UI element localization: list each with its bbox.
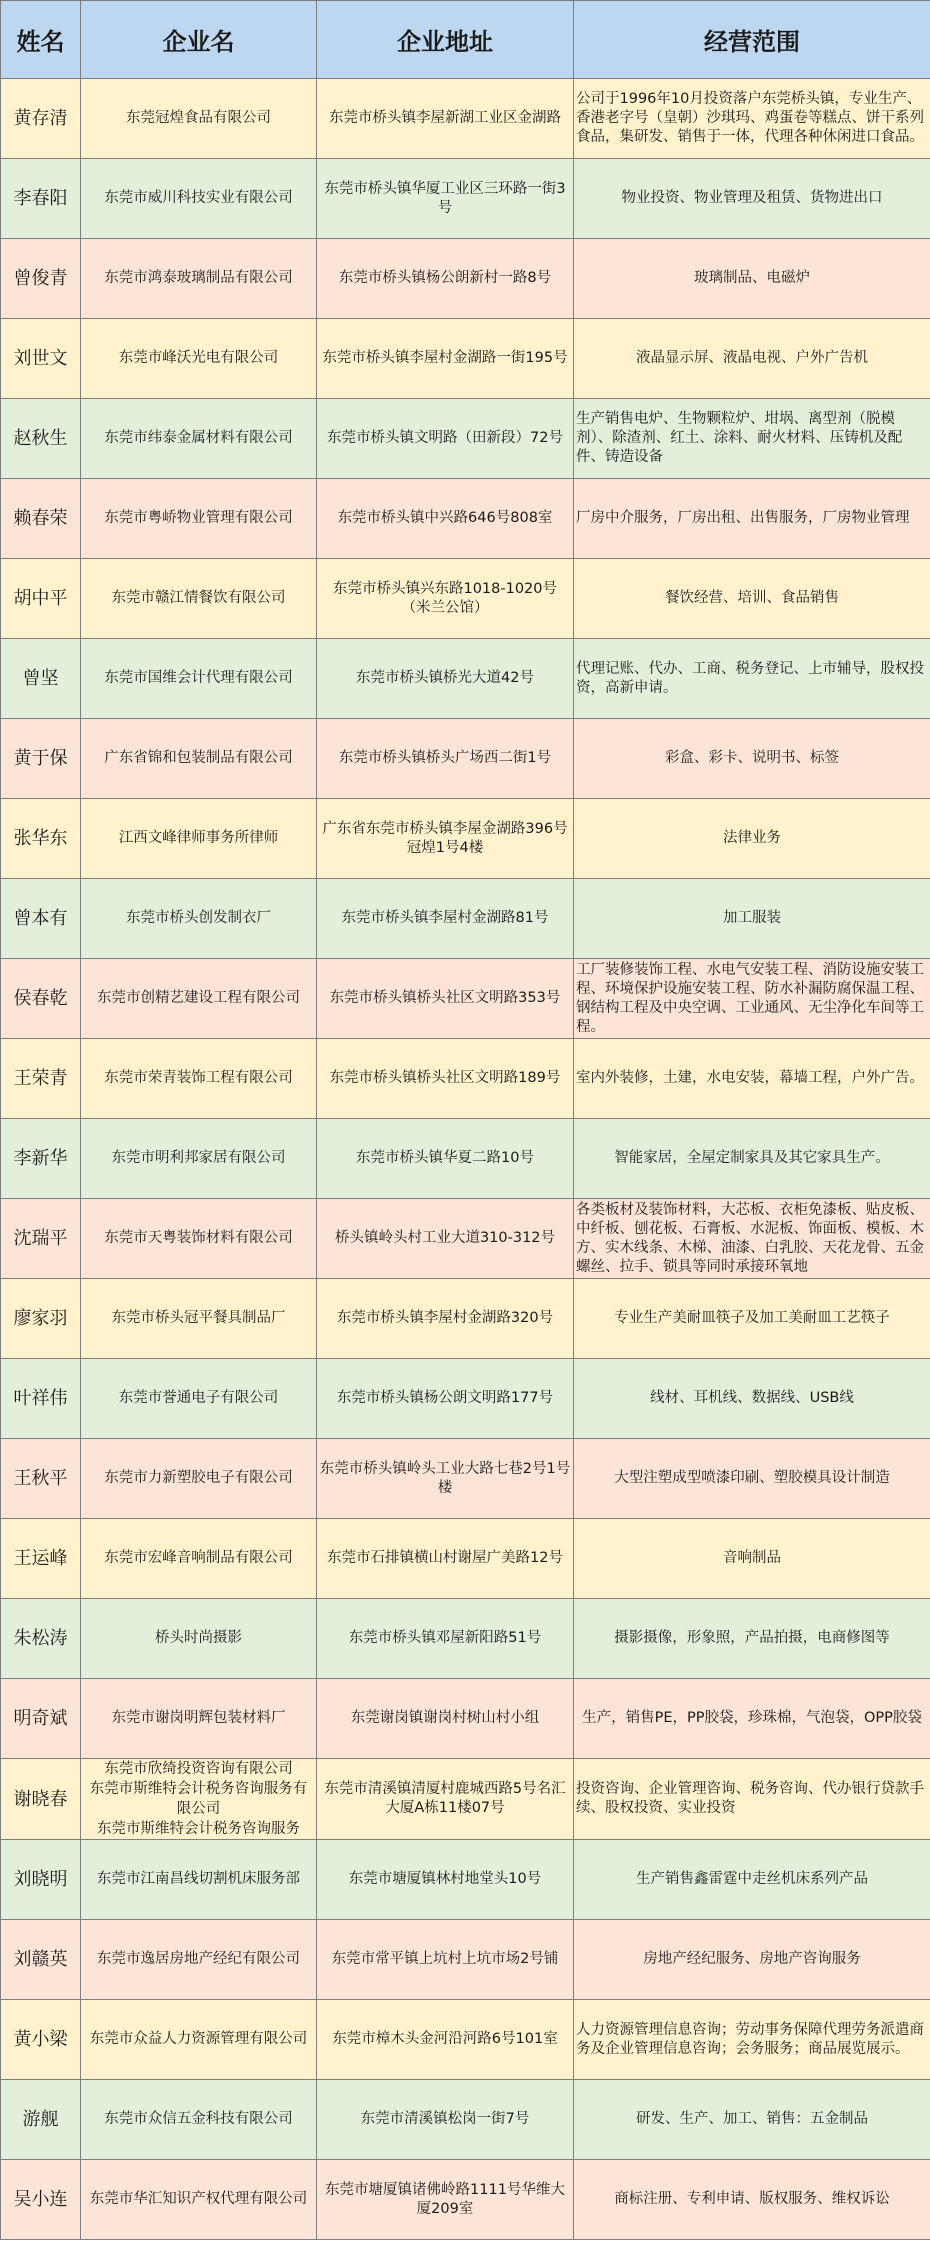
company-address-cell: 东莞市桥头镇桥头广场西二街1号 [317, 719, 574, 799]
company-address-cell: 东莞市桥头镇桥头社区文明路353号 [317, 959, 574, 1039]
person-name-cell: 曾俊青 [1, 239, 81, 319]
person-name-cell: 曾坚 [1, 639, 81, 719]
company-name-cell: 东莞市荣青装饰工程有限公司 [81, 1039, 317, 1119]
table-row [1, 1199, 930, 1279]
company-address-cell: 东莞市清溪镇松岗一街7号 [317, 2080, 574, 2160]
person-name-cell: 赵秋生 [1, 399, 81, 479]
company-address-cell: 东莞市桥头镇桥光大道42号 [317, 639, 574, 719]
person-name-cell: 胡中平 [1, 559, 81, 639]
company-name-cell: 东莞市赣江情餐饮有限公司 [81, 559, 317, 639]
company-name-cell: 东莞市桥头创发制衣厂 [81, 879, 317, 959]
company-address-cell: 东莞市桥头镇中兴路646号808室 [317, 479, 574, 559]
company-address-cell: 东莞市桥头镇李屋新湖工业区金湖路 [317, 79, 574, 159]
person-name-cell: 赖春荣 [1, 479, 81, 559]
table-row [1, 1359, 930, 1439]
company-name-cell: 东莞市谢岗明辉包装材料厂 [81, 1679, 317, 1759]
table-row [1, 2000, 930, 2080]
header-name: 姓名 [1, 1, 81, 79]
business-scope-cell: 物业投资、物业管理及租赁、货物进出口 [574, 159, 930, 239]
header-scope: 经营范围 [574, 1, 930, 79]
business-scope-cell: 法律业务 [574, 799, 930, 879]
company-address-cell: 东莞市桥头镇杨公朗新村一路8号 [317, 239, 574, 319]
business-scope-cell: 玻璃制品、电磁炉 [574, 239, 930, 319]
company-name-cell: 东莞市华汇知识产权代理有限公司 [81, 2160, 317, 2240]
company-address-cell: 东莞市塘厦镇诸佛岭路1111号华维大厦209室 [317, 2160, 574, 2240]
company-name-cell: 东莞市威川科技实业有限公司 [81, 159, 317, 239]
person-name-cell: 侯春乾 [1, 959, 81, 1039]
person-name-cell: 黄于保 [1, 719, 81, 799]
table-row [1, 1840, 930, 1920]
business-scope-cell: 大型注塑成型喷漆印刷、塑胶模具设计制造 [574, 1439, 930, 1519]
person-name-cell: 王运峰 [1, 1519, 81, 1599]
company-name-cell: 东莞市桥头冠平餐具制品厂 [81, 1279, 317, 1359]
company-address-cell: 东莞市桥头镇李屋村金湖路320号 [317, 1279, 574, 1359]
company-address-cell: 东莞市桥头镇邓屋新阳路51号 [317, 1599, 574, 1679]
table-row [1, 159, 930, 239]
table-row [1, 1119, 930, 1199]
person-name-cell: 刘赣英 [1, 1920, 81, 2000]
company-address-cell: 广东省东莞市桥头镇李屋金湖路396号冠煌1号4楼 [317, 799, 574, 879]
company-name-cell: 桥头时尚摄影 [81, 1599, 317, 1679]
table-row [1, 319, 930, 399]
company-name-cell: 东莞市逸居房地产经纪有限公司 [81, 1920, 317, 2000]
company-name-line: 东莞市欣绮投资咨询有限公司 [104, 1761, 293, 1777]
person-name-cell: 朱松涛 [1, 1599, 81, 1679]
person-name-cell: 刘晓明 [1, 1840, 81, 1920]
business-scope-cell: 厂房中介服务，厂房出租、出售服务，厂房物业管理 [574, 479, 930, 559]
person-name-cell: 叶祥伟 [1, 1359, 81, 1439]
company-name-cell: 东莞市力新塑胶电子有限公司 [81, 1439, 317, 1519]
table-row [1, 1679, 930, 1759]
company-name-line: 东莞市斯维特会计税务咨询服务有限公司 [89, 1781, 308, 1817]
company-name-line: 东莞市斯维特会计税务咨询服务 [97, 1821, 300, 1837]
person-name-cell: 李春阳 [1, 159, 81, 239]
business-scope-cell: 公司于1996年10月投资落户东莞桥头镇，专业生产、香港老字号（皇朝）沙琪玛、鸡蛋卷等糕点、饼干系列食品，集研发、销售于一体，代理各种休闲进口食品。 [574, 79, 930, 159]
company-address-cell: 东莞市桥头镇岭头工业大路七巷2号1号楼 [317, 1439, 574, 1519]
table-row [1, 1599, 930, 1679]
company-address-cell: 东莞市樟木头金河沿河路6号101室 [317, 2000, 574, 2080]
table-row [1, 1759, 930, 1840]
company-name-cell: 东莞市创精艺建设工程有限公司 [81, 959, 317, 1039]
company-name-cell: 东莞市众益人力资源管理有限公司 [81, 2000, 317, 2080]
table-row [1, 479, 930, 559]
person-name-cell: 廖家羽 [1, 1279, 81, 1359]
table-row [1, 639, 930, 719]
person-name-cell: 沈瑞平 [1, 1199, 81, 1279]
company-address-cell: 东莞市桥头镇杨公朗文明路177号 [317, 1359, 574, 1439]
business-scope-cell: 工厂装修装饰工程、水电气安装工程、消防设施安装工程、环境保护设施安装工程、防水补漏防腐保温工程、钢结构工程及中央空调、工业通风、无尘净化车间等工程。 [574, 959, 930, 1039]
company-name-cell: 东莞市誉通电子有限公司 [81, 1359, 317, 1439]
company-name-cell: 东莞市粤峤物业管理有限公司 [81, 479, 317, 559]
business-scope-cell: 音响制品 [574, 1519, 930, 1599]
header-row [1, 1, 930, 79]
business-scope-cell: 各类板材及装饰材料，大芯板、衣柜免漆板、贴皮板、中纤板、刨花板、石膏板、水泥板、饰面板、模板、木方、实木线条、木梯、油漆、白乳胶、天花龙骨、五金螺丝、拉手、锁具等同时承接环氧地 [574, 1199, 930, 1279]
company-name-cell: 东莞市纬泰金属材料有限公司 [81, 399, 317, 479]
table-row [1, 879, 930, 959]
person-name-cell: 张华东 [1, 799, 81, 879]
table-row [1, 959, 930, 1039]
person-name-cell: 刘世文 [1, 319, 81, 399]
person-name-cell: 王荣青 [1, 1039, 81, 1119]
company-address-cell: 桥头镇岭头村工业大道310-312号 [317, 1199, 574, 1279]
person-name-cell: 谢晓春 [1, 1759, 81, 1840]
company-address-cell: 东莞市桥头镇华夏二路10号 [317, 1119, 574, 1199]
company-name-cell: 东莞市江南昌线切割机床服务部 [81, 1840, 317, 1920]
person-name-cell: 明奇斌 [1, 1679, 81, 1759]
table-row [1, 79, 930, 159]
company-name-cell: 东莞市宏峰音响制品有限公司 [81, 1519, 317, 1599]
business-scope-cell: 餐饮经营、培训、食品销售 [574, 559, 930, 639]
table-row [1, 719, 930, 799]
table-row [1, 239, 930, 319]
business-scope-cell: 生产，销售PE，PP胶袋，珍珠棉，气泡袋，OPP胶袋 [574, 1679, 930, 1759]
table-body [1, 79, 930, 2240]
table-row [1, 799, 930, 879]
business-scope-cell: 投资咨询、企业管理咨询、税务咨询、代办银行贷款手续、股权投资、实业投资 [574, 1759, 930, 1840]
table-row [1, 1039, 930, 1119]
table-row [1, 1920, 930, 2000]
business-scope-cell: 智能家居，全屋定制家具及其它家具生产。 [574, 1119, 930, 1199]
person-name-cell: 吴小连 [1, 2160, 81, 2240]
business-scope-cell: 加工服装 [574, 879, 930, 959]
person-name-cell: 王秋平 [1, 1439, 81, 1519]
business-scope-cell: 商标注册、专利申请、版权服务、维权诉讼 [574, 2160, 930, 2240]
business-scope-cell: 生产销售鑫雷霆中走丝机床系列产品 [574, 1840, 930, 1920]
header-company: 企业名 [81, 1, 317, 79]
header-address: 企业地址 [317, 1, 574, 79]
company-name-cell: 广东省锦和包装制品有限公司 [81, 719, 317, 799]
business-scope-cell: 摄影摄像，形象照，产品拍摄，电商修图等 [574, 1599, 930, 1679]
business-scope-cell: 液晶显示屏、液晶电视、户外广告机 [574, 319, 930, 399]
company-address-cell: 东莞市桥头镇李屋村金湖路一街195号 [317, 319, 574, 399]
business-scope-cell: 代理记账、代办、工商、税务登记、上市辅导，股权投资，高新申请。 [574, 639, 930, 719]
person-name-cell: 李新华 [1, 1119, 81, 1199]
table-row [1, 399, 930, 479]
table-row [1, 1279, 930, 1359]
person-name-cell: 黄存清 [1, 79, 81, 159]
business-scope-cell: 研发、生产、加工、销售：五金制品 [574, 2080, 930, 2160]
table-row [1, 1439, 930, 1519]
business-scope-cell: 线材、耳机线、数据线、USB线 [574, 1359, 930, 1439]
table-row [1, 2080, 930, 2160]
company-address-cell: 东莞谢岗镇谢岗村树山村小组 [317, 1679, 574, 1759]
company-address-cell: 东莞市常平镇上坑村上坑市场2号铺 [317, 1920, 574, 2000]
company-name-cell: 江西文峰律师事务所律师 [81, 799, 317, 879]
company-name-cell: 东莞市国维会计代理有限公司 [81, 639, 317, 719]
company-address-cell: 东莞市桥头镇李屋村金湖路81号 [317, 879, 574, 959]
table-row [1, 559, 930, 639]
company-address-cell: 东莞市石排镇横山村谢屋广美路12号 [317, 1519, 574, 1599]
company-name-cell: 东莞冠煌食品有限公司 [81, 79, 317, 159]
business-scope-cell: 人力资源管理信息咨询；劳动事务保障代理劳务派遣商务及企业管理信息咨询；会务服务；商品展览展示。 [574, 2000, 930, 2080]
company-name-cell: 东莞市峰沃光电有限公司 [81, 319, 317, 399]
business-scope-cell: 室内外装修，土建，水电安装，幕墙工程，户外广告。 [574, 1039, 930, 1119]
company-name-cell [81, 1759, 317, 1840]
business-scope-cell: 专业生产美耐皿筷子及加工美耐皿工艺筷子 [574, 1279, 930, 1359]
company-name-cell: 东莞市鸿泰玻璃制品有限公司 [81, 239, 317, 319]
table-row [1, 2160, 930, 2240]
company-address-cell: 东莞市桥头镇华厦工业区三环路一街3号 [317, 159, 574, 239]
company-name-cell: 东莞市明利邦家居有限公司 [81, 1119, 317, 1199]
company-name-cell: 东莞市众信五金科技有限公司 [81, 2080, 317, 2160]
company-name-cell: 东莞市天粤装饰材料有限公司 [81, 1199, 317, 1279]
company-address-cell: 东莞市桥头镇文明路（田新段）72号 [317, 399, 574, 479]
company-address-cell: 东莞市清溪镇清厦村鹿城西路5号名汇大厦A栋11楼07号 [317, 1759, 574, 1840]
business-scope-cell: 生产销售电炉、生物颗粒炉、坩埚、离型剂（脱模剂）、除渣剂、红土、涂料、耐火材料、压铸机及配件、铸造设备 [574, 399, 930, 479]
company-address-cell: 东莞市桥头镇桥头社区文明路189号 [317, 1039, 574, 1119]
company-address-cell: 东莞市塘厦镇林村地堂头10号 [317, 1840, 574, 1920]
business-scope-cell: 彩盒、彩卡、说明书、标签 [574, 719, 930, 799]
person-name-cell: 游舰 [1, 2080, 81, 2160]
business-scope-cell: 房地产经纪服务、房地产咨询服务 [574, 1920, 930, 2000]
person-name-cell: 黄小梁 [1, 2000, 81, 2080]
person-name-cell: 曾本有 [1, 879, 81, 959]
company-address-cell: 东莞市桥头镇兴东路1018-1020号（米兰公馆） [317, 559, 574, 639]
table-row [1, 1519, 930, 1599]
